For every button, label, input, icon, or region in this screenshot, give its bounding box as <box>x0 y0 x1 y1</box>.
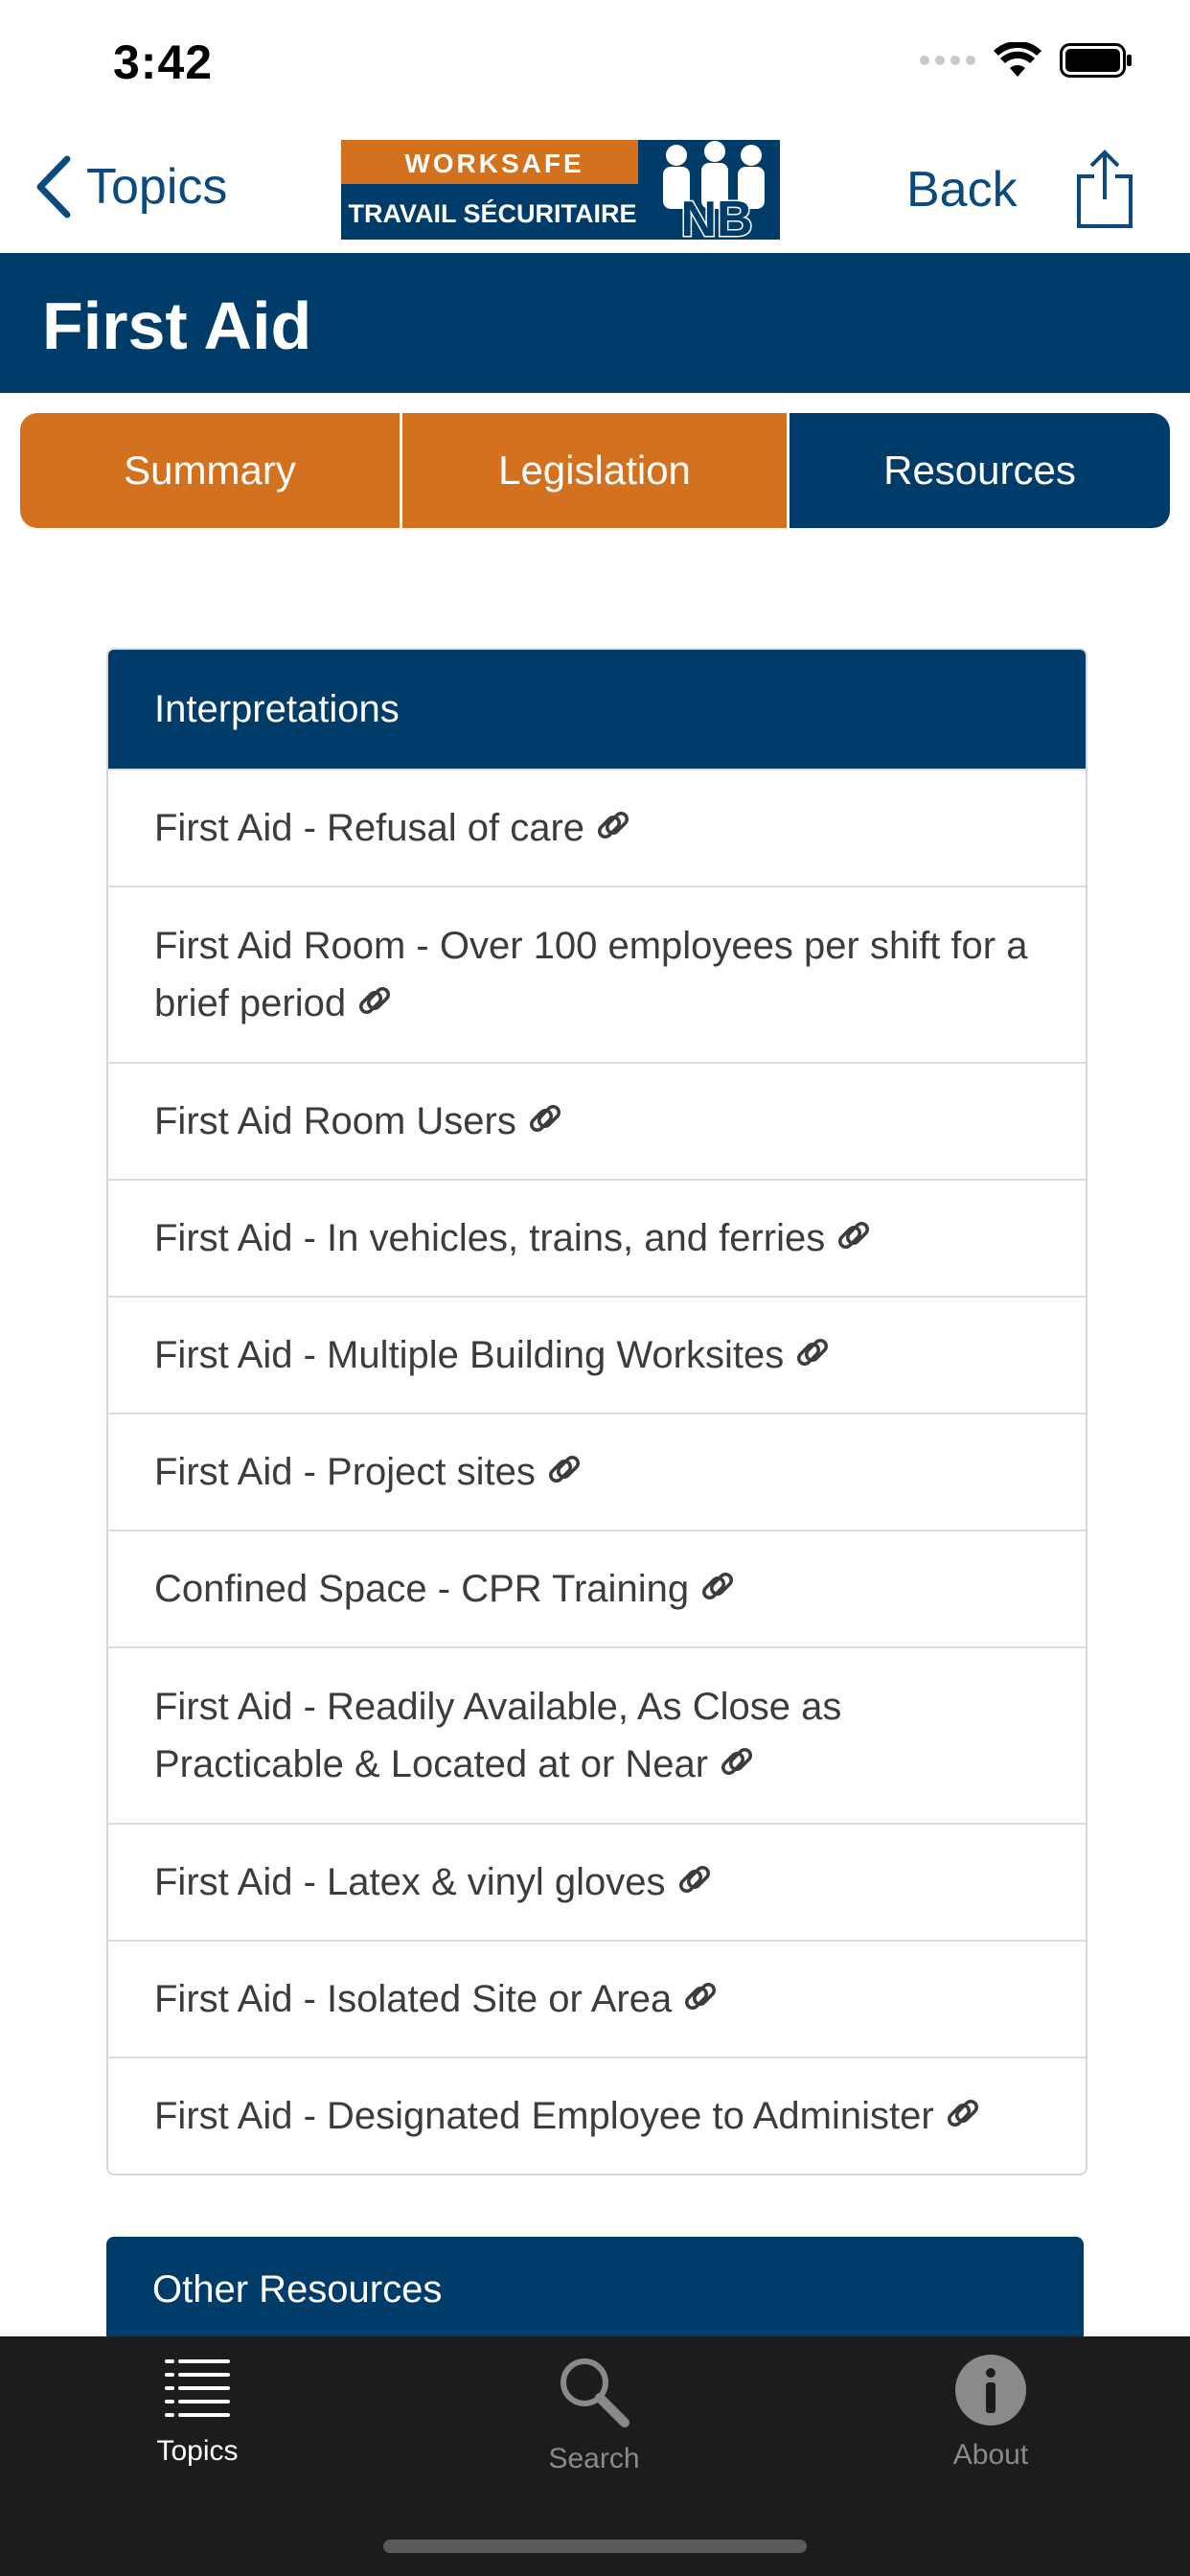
tab-about-label: About <box>952 2439 1029 2471</box>
info-icon <box>954 2354 1027 2426</box>
tab-legislation[interactable]: Legislation <box>402 413 790 528</box>
list-item[interactable] <box>108 1413 1086 1530</box>
list-item-label: First Aid Room Users <box>154 1100 516 1142</box>
cellular-signal-icon <box>920 56 975 65</box>
link-icon <box>594 806 632 844</box>
section-tabs <box>20 413 1170 528</box>
topics-back-label: Topics <box>86 159 228 215</box>
list-item-label: First Aid - Isolated Site or Area <box>154 1978 673 2020</box>
link-icon <box>681 1977 720 2015</box>
list-item[interactable] <box>108 1296 1086 1413</box>
other-resources-header: Other Resources <box>106 2237 1084 2342</box>
list-item-label: Confined Space - CPR Training <box>154 1568 690 1610</box>
link-icon <box>835 1216 873 1254</box>
list-item[interactable] <box>108 2057 1086 2174</box>
wifi-icon <box>993 42 1042 79</box>
tab-topics[interactable] <box>54 2354 341 2468</box>
list-item[interactable] <box>108 1646 1086 1823</box>
link-icon <box>718 1742 756 1781</box>
interpretations-panel <box>106 648 1087 2175</box>
link-icon <box>698 1567 737 1605</box>
list-item-label: First Aid - Refusal of care <box>154 807 585 849</box>
battery-icon <box>1060 43 1133 78</box>
list-item-label: First Aid - In vehicles, trains, and ferries <box>154 1217 826 1259</box>
link-icon <box>675 1860 714 1898</box>
list-item[interactable] <box>108 886 1086 1062</box>
page-title: First Aid <box>42 288 312 363</box>
link-icon <box>545 1450 584 1488</box>
share-button[interactable] <box>1075 150 1134 235</box>
chevron-left-icon <box>34 155 73 218</box>
list-icon <box>163 2354 232 2423</box>
list-item[interactable] <box>108 769 1086 886</box>
list-item-label: First Aid - Readily Available, As Close as Practicable & Located at or Near <box>154 1686 842 1785</box>
status-time: 3:42 <box>113 35 214 89</box>
status-indicators <box>920 42 1133 79</box>
logo-line1: WORKSAFE <box>404 149 584 178</box>
status-bar <box>0 0 1190 125</box>
logo-badge: NB <box>680 192 753 240</box>
list-item[interactable] <box>108 1062 1086 1179</box>
tab-summary[interactable]: Summary <box>20 413 402 528</box>
link-icon <box>793 1333 832 1371</box>
list-item[interactable] <box>108 1179 1086 1296</box>
logo-line2: TRAVAIL SÉCURITAIRE <box>348 199 637 228</box>
worksafe-nb-logo <box>341 140 780 240</box>
back-button[interactable]: Back <box>906 162 1018 218</box>
list-item[interactable] <box>108 1940 1086 2057</box>
tab-resources[interactable]: Resources <box>790 413 1170 528</box>
title-bar <box>0 253 1190 393</box>
list-item[interactable] <box>108 1530 1086 1646</box>
share-icon <box>1075 150 1134 230</box>
tab-search-label: Search <box>548 2443 640 2474</box>
topics-back-button[interactable] <box>34 155 227 218</box>
list-item[interactable] <box>108 1823 1086 1940</box>
tab-search[interactable] <box>450 2354 738 2475</box>
list-item-label: First Aid - Multiple Building Worksites <box>154 1334 785 1376</box>
list-item-label: First Aid - Latex & vinyl gloves <box>154 1861 666 1903</box>
list-item-label: First Aid - Designated Employee to Administer <box>154 2095 934 2137</box>
list-item-label: First Aid - Project sites <box>154 1451 536 1493</box>
link-icon <box>526 1099 564 1138</box>
list-item-label: First Aid Room - Over 100 employees per shift for a brief period <box>154 925 1028 1024</box>
home-indicator <box>383 2540 807 2553</box>
search-icon <box>556 2354 632 2430</box>
tab-topics-label: Topics <box>156 2435 239 2467</box>
interpretations-header: Interpretations <box>108 650 1086 769</box>
navigation-bar <box>0 125 1190 253</box>
link-icon <box>355 981 394 1020</box>
tab-about[interactable] <box>847 2354 1134 2472</box>
link-icon <box>944 2094 982 2132</box>
